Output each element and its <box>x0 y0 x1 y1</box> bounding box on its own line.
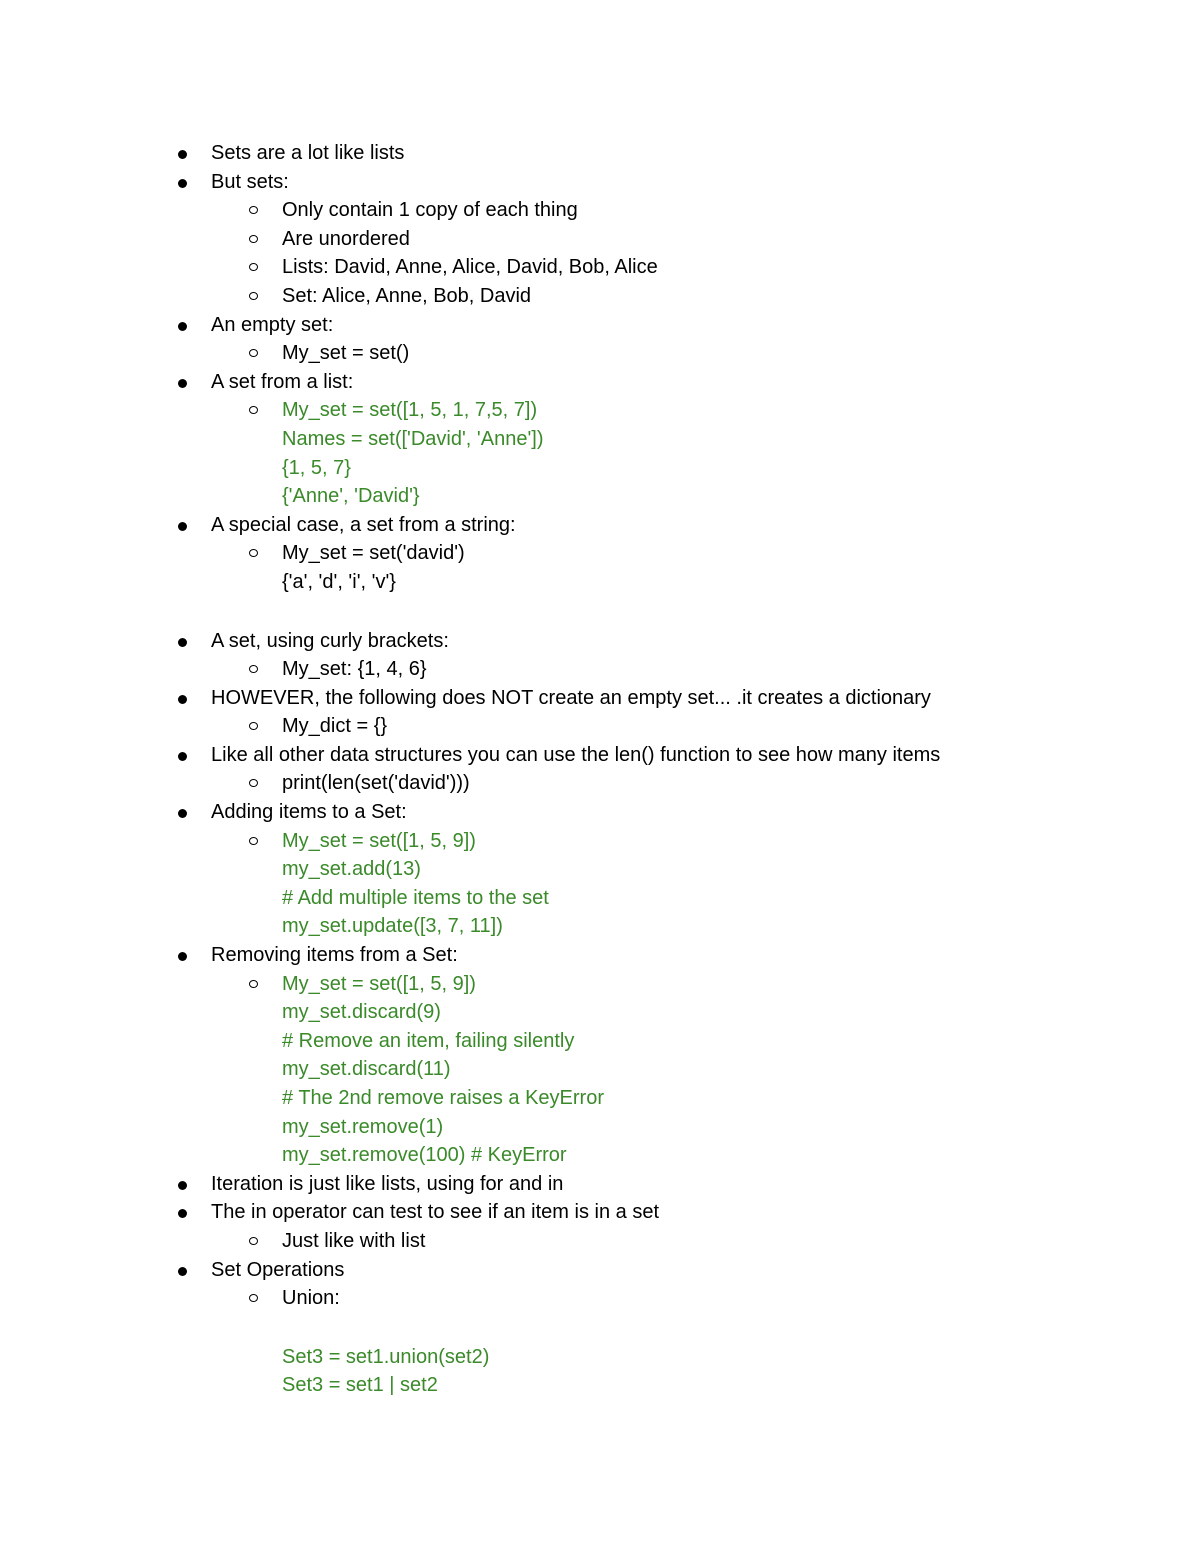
bullet-disc-icon <box>178 638 187 647</box>
sub-list-item <box>0 425 1200 454</box>
list-item <box>0 1256 1200 1285</box>
sub-list-item <box>0 1113 1200 1142</box>
text-line: Set: Alice, Anne, Bob, David <box>282 284 532 307</box>
list-item <box>0 1170 1200 1199</box>
bullet-disc-icon <box>178 1181 187 1190</box>
text-line: {'a', 'd', 'i', 'v'} <box>282 570 396 593</box>
sub-list-item <box>0 539 1200 568</box>
bullet-disc-icon <box>178 322 187 331</box>
blank-line <box>0 597 1200 627</box>
bullet-disc-icon <box>178 1267 187 1276</box>
bullet-circle-icon <box>249 206 258 214</box>
sub-list-item <box>0 912 1200 941</box>
list-item <box>0 741 1200 770</box>
sub-list-item <box>0 1055 1200 1084</box>
text-line: Union: <box>282 1287 340 1310</box>
bullet-disc-icon <box>178 809 187 818</box>
text-line: An empty set: <box>211 313 334 336</box>
code-line: my_set.add(13) <box>282 858 421 881</box>
sub-list-item <box>0 396 1200 425</box>
bullet-circle-icon <box>249 235 258 243</box>
sub-list-item <box>0 454 1200 483</box>
list-item <box>0 1198 1200 1227</box>
list-item <box>0 168 1200 197</box>
bullet-circle-icon <box>249 980 258 988</box>
bullet-circle-icon <box>249 1294 258 1302</box>
text-line: Are unordered <box>282 227 410 250</box>
sub-list-item <box>0 970 1200 999</box>
bullet-circle-icon <box>249 779 258 787</box>
list-item <box>0 511 1200 540</box>
list-item <box>0 139 1200 168</box>
text-line: My_set = set() <box>282 342 410 365</box>
sub-list-item <box>0 769 1200 798</box>
code-line: {'Anne', 'David'} <box>282 485 420 508</box>
list-item <box>0 368 1200 397</box>
sub-list-item <box>0 712 1200 741</box>
bullet-circle-icon <box>249 406 258 414</box>
code-line: Set3 = set1.union(set2) <box>282 1345 490 1368</box>
sub-list-item <box>0 568 1200 597</box>
bullet-circle-icon <box>249 292 258 300</box>
document-body <box>0 139 1200 1400</box>
code-line: Set3 = set1 | set2 <box>282 1374 438 1397</box>
sub-list-item <box>0 1141 1200 1170</box>
text-line: HOWEVER, the following does NOT create an empty set... .it creates a dictionary <box>211 686 931 709</box>
sub-list-item <box>0 1027 1200 1056</box>
bullet-disc-icon <box>178 695 187 704</box>
sub-list-item <box>0 1284 1200 1313</box>
text-line: Only contain 1 copy of each thing <box>282 199 578 222</box>
text-line: Just like with list <box>282 1229 426 1252</box>
code-line: # Add multiple items to the set <box>282 886 549 909</box>
text-line: My_set = set('david') <box>282 542 465 565</box>
code-line: my_set.remove(100) # KeyError <box>282 1144 567 1167</box>
bullet-disc-icon <box>178 522 187 531</box>
sub-list-item <box>0 855 1200 884</box>
list-item <box>0 311 1200 340</box>
text-line: Lists: David, Anne, Alice, David, Bob, Alice <box>282 256 658 279</box>
text-line: Iteration is just like lists, using for and in <box>211 1172 564 1195</box>
bullet-disc-icon <box>178 952 187 961</box>
text-line: Sets are a lot like lists <box>211 142 405 164</box>
list-item <box>0 684 1200 713</box>
code-line: # The 2nd remove raises a KeyError <box>282 1087 605 1109</box>
sub-list-item <box>0 998 1200 1027</box>
text-line: A special case, a set from a string: <box>211 513 516 536</box>
bullet-circle-icon <box>249 1237 258 1245</box>
code-line: my_set.update([3, 7, 11]) <box>282 915 503 938</box>
text-line: My_set: {1, 4, 6} <box>282 658 427 681</box>
sub-list-item <box>0 196 1200 225</box>
text-line: Like all other data structures you can use the len() function to see how many items <box>211 743 941 766</box>
bullet-disc-icon <box>178 150 187 159</box>
code-line: my_set.discard(9) <box>282 1001 441 1024</box>
list-item <box>0 627 1200 656</box>
text-line: A set, using curly brackets: <box>211 629 449 652</box>
sub-list-item <box>0 253 1200 282</box>
bullet-disc-icon <box>178 379 187 388</box>
text-line: A set from a list: <box>211 370 354 393</box>
text-line: Removing items from a Set: <box>211 944 458 967</box>
code-line: # Remove an item, failing silently <box>282 1029 575 1052</box>
sub-list-item <box>0 282 1200 311</box>
sub-list-item <box>0 1227 1200 1256</box>
code-line: My_set = set([1, 5, 9]) <box>282 972 476 995</box>
code-line: my_set.discard(11) <box>282 1058 451 1081</box>
code-line: {1, 5, 7} <box>282 456 351 479</box>
sub-list-item <box>0 655 1200 684</box>
text-line: Set Operations <box>211 1258 345 1281</box>
sub-list-item <box>0 884 1200 913</box>
list-item <box>0 941 1200 970</box>
bullet-circle-icon <box>249 549 258 557</box>
list-item <box>0 798 1200 827</box>
bullet-circle-icon <box>249 837 258 845</box>
code-line: My_set = set([1, 5, 9]) <box>282 829 476 852</box>
bullet-circle-icon <box>249 722 258 730</box>
text-line: print(len(set('david'))) <box>282 772 470 795</box>
code-line: My_set = set([1, 5, 1, 7,5, 7]) <box>282 399 538 422</box>
text-line: Adding items to a Set: <box>211 801 407 824</box>
bullet-circle-icon <box>249 665 258 673</box>
blank-line <box>0 1313 1200 1343</box>
text-line: My_dict = {} <box>282 715 388 738</box>
bullet-disc-icon <box>178 1209 187 1218</box>
bullet-disc-icon <box>178 752 187 761</box>
sub-list-item <box>0 339 1200 368</box>
text-line: The in operator can test to see if an item is in a set <box>211 1201 660 1224</box>
sub-list-item <box>0 1343 1200 1372</box>
sub-list-item <box>0 225 1200 254</box>
code-line: Names = set(['David', 'Anne']) <box>282 427 544 450</box>
sub-list-item <box>0 482 1200 511</box>
sub-list-item <box>0 827 1200 856</box>
bullet-circle-icon <box>249 263 258 271</box>
sub-list-item <box>0 1371 1200 1400</box>
bullet-disc-icon <box>178 179 187 188</box>
sub-list-item <box>0 1084 1200 1113</box>
text-line: But sets: <box>211 170 289 193</box>
code-line: my_set.remove(1) <box>282 1115 444 1138</box>
bullet-circle-icon <box>249 349 258 357</box>
